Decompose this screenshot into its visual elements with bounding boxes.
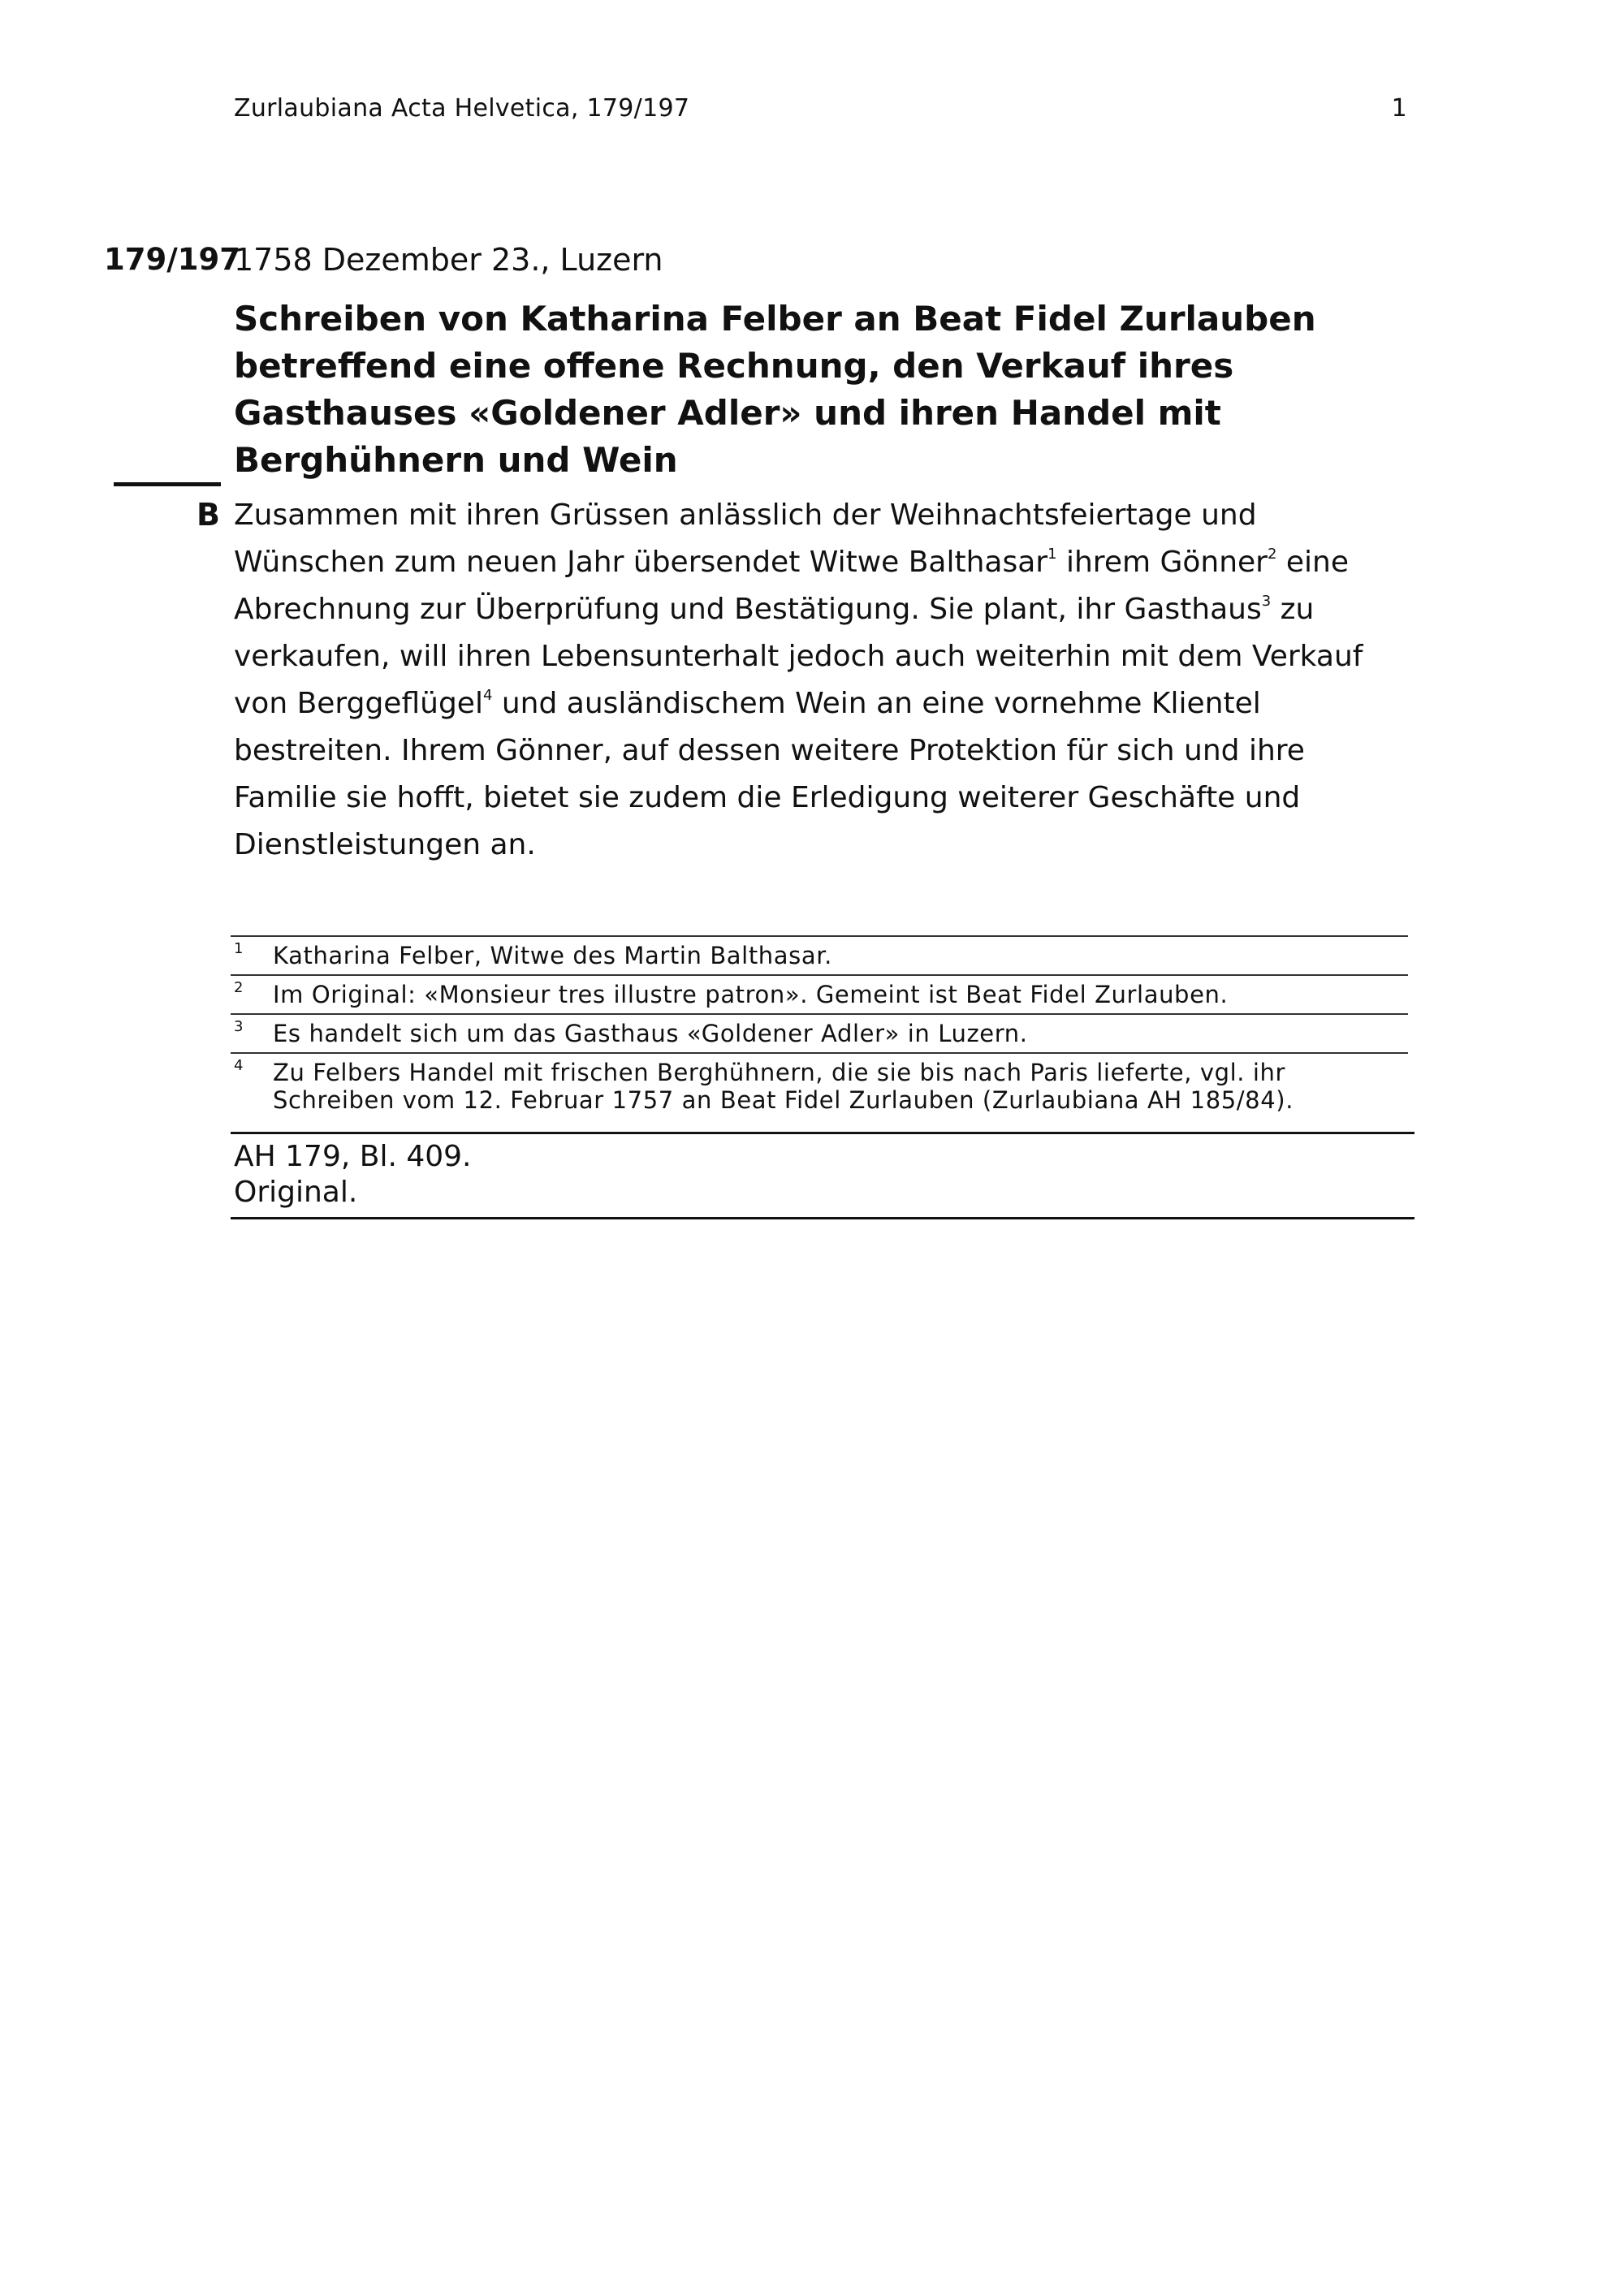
summary-text-2: ihrem Gönner [1056,546,1268,579]
footnote [231,974,1408,1013]
footnote [231,1052,1408,1119]
summary-text-4: zu verkaufen, will ihren Lebensunterhalt jedoch auch weiterhin mit dem Verkauf von Berggeflügel [234,593,1363,720]
summary-paragraph [234,492,1403,869]
footnote-ref-2[interactable]: 2 [1267,546,1277,563]
summary-text-3: eine Abrechnung zur Überprüfung und Bestätigung. Sie plant, ihr Gasthaus [234,546,1349,626]
footnote-ref-1[interactable]: 1 [1047,546,1057,563]
source-box [231,1132,1415,1219]
running-title: Zurlaubiana Acta Helvetica, 179/197 [234,94,690,123]
page-number: 1 [1391,94,1407,123]
footnote-number: 4 [234,1057,244,1074]
section-marker: B [197,497,220,533]
footnote-number: 1 [234,940,244,957]
footnote-ref-4[interactable]: 4 [482,687,493,704]
source-type: Original. [234,1176,358,1209]
footnote-number: 2 [234,979,244,996]
footnote-text: Zu Felbers Handel mit frischen Berghühnern, die sie bis nach Paris lieferte, vgl. ihr Schreiben vom 12. Februar 1757 an Beat Fidel Zurlauben (Zurlaubiana AH 185/84). [273,1059,1294,1114]
document-title: Schreiben von Katharina Felber an Beat Fidel Zurlauben betreffend eine offene Rechnung, den Verkauf ihres Gasthauses «Goldener Adler» und ihren Handel mit Berghühnern und Wein [234,299,1316,480]
summary-text-1: Zusammen mit ihren Grüssen anlässlich der Weihnachtsfeiertage und Wünschen zum neuen Jahr übersendet Witwe Balthasar [234,498,1257,579]
source-reference: AH 179, Bl. 409. [234,1140,472,1173]
footnote-text: Katharina Felber, Witwe des Martin Balthasar. [273,942,832,969]
footnotes [231,935,1408,1119]
document-number: 179/197 [104,242,240,277]
footnote-ref-3[interactable]: 3 [1261,593,1272,610]
footnote [231,1013,1408,1052]
section-rule [114,482,221,486]
footnote-text: Es handelt sich um das Gasthaus «Goldener Adler» in Luzern. [273,1020,1028,1047]
footnote [231,935,1408,974]
footnote-text: Im Original: «Monsieur tres illustre patron». Gemeint ist Beat Fidel Zurlauben. [273,981,1229,1008]
document-date-place: 1758 Dezember 23., Luzern [234,242,663,278]
footnote-number: 3 [234,1018,244,1035]
running-header [234,94,1407,123]
summary-text-5: und ausländischem Wein an eine vornehme Klientel bestreiten. Ihrem Gönner, auf dessen weitere Protektion für sich und ihre Familie sie hofft, bietet sie zudem die Erledigung weiterer Geschäfte und Dienstleistungen an. [234,687,1305,861]
